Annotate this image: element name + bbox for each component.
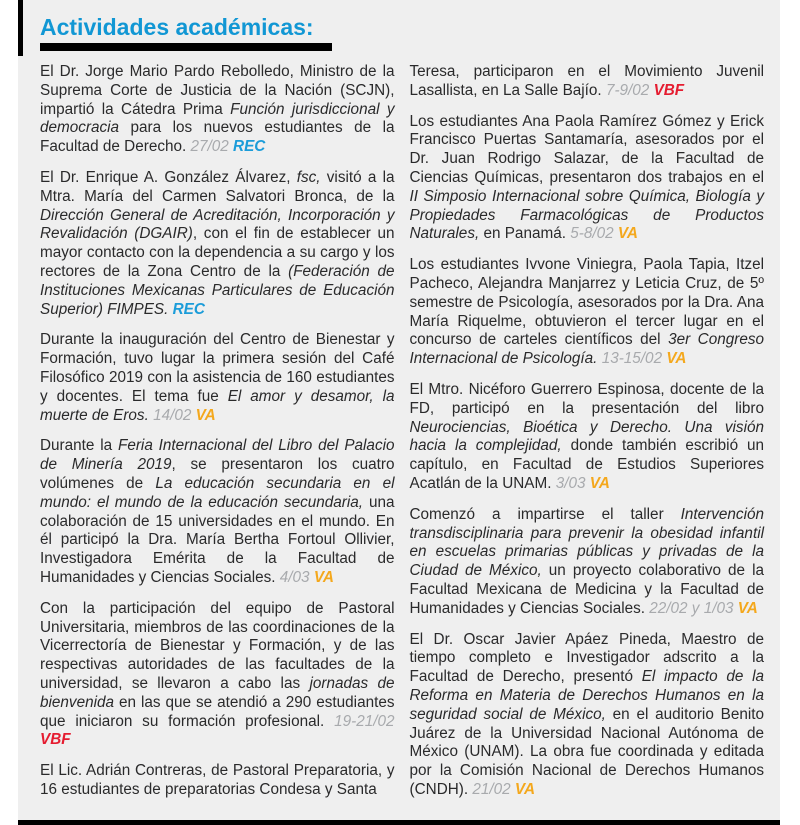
event-date: 21/02 [472, 780, 515, 798]
text-run: Los estudiantes Ivvone Viniegra, Paola Tapia, Itzel Pacheco, Alejandra Manjarrez y Leticia Cruz, de 5º semestre de Psicología, asesorados por la Dra. Ana María Riquelme, obtuvieron el tercer lugar en el concurso de carteles científicos del [409, 256, 764, 349]
event-date: 19-21/02 [334, 712, 395, 730]
text-run: donde también escribió un capítulo, en Facultad de Estudios Superiores Acatlán de la UNAM. [409, 437, 765, 492]
news-paragraph [40, 437, 395, 587]
text-run: Teresa, participaron en el Movimiento Juvenil Lasallista, en La Salle Bajío. [409, 63, 764, 99]
italic-text-run: II Simposio Internacional sobre Química, Biología y Propiedades Farmacológicas de Productos Naturales, [409, 187, 764, 243]
text-run: un proyecto colaborativo de la Facultad Mexicana de Medicina y la Facultad de Humanidades y Ciencias Sociales. [409, 562, 764, 617]
source-tag: VA [737, 599, 758, 617]
news-paragraph [410, 506, 765, 619]
event-date: 3/03 [555, 474, 590, 492]
news-paragraph [40, 63, 395, 157]
source-tag: VA [666, 350, 687, 368]
news-paragraph [410, 381, 765, 494]
text-run: El Mtro. Nicéforo Guerrero Espinosa, docente de la FD, participó en la presentación del libro [409, 380, 764, 417]
text-run: , con el fin de establecer un mayor contacto con la dependencia a su cargo y los rectores de la Zona Centro de la [40, 225, 395, 280]
event-date: 13-15/02 [601, 350, 667, 368]
source-tag: VA [617, 225, 638, 243]
text-run: una colaboración de 15 universidades en el mundo. En él participó la Dra. María Bertha Fortoul Ollivier, Investigadora Emérita de la Facultad de Humanidades y Ciencias Sociales. [40, 493, 395, 586]
text-run: para los nuevos estudiantes de la Facultad de Derecho. [40, 119, 395, 156]
column-left [40, 63, 395, 812]
source-tag: VBF [40, 731, 71, 749]
text-run: visitó a la Mtra. María del Carmen Salvatori Bronca, de la [40, 168, 395, 205]
italic-text-run: La educación secundaria en el mundo: el mundo de la educación secundaria, [40, 474, 395, 511]
text-run: en las que se atendió a 290 estudiantes que iniciaron su formación profesional. [40, 693, 395, 730]
source-tag: REC [172, 300, 205, 318]
text-run: Con la participación del equipo de Pastoral Universitaria, miembros de las coordinaciones de la Vicerrectoría de Bienestar y Formación, y de las respectivas autoridades de las facultades de la universidad, se llevaron a cabo las [40, 599, 395, 692]
news-paragraph [410, 63, 765, 101]
italic-text-run: El amor y desamor, la muerte de Eros. [40, 387, 395, 424]
text-run: en Panamá. [479, 225, 571, 243]
text-run: Durante la [40, 437, 118, 455]
italic-text-run: Neurociencias, Bioética y Derecho. Una visión hacia la complejidad, [409, 418, 764, 455]
event-date: 5-8/02 [570, 225, 618, 243]
news-paragraph [410, 113, 765, 245]
page-title: Actividades académicas: [40, 14, 314, 40]
text-run: , se presentaron los cuatro volúmenes de [40, 456, 395, 492]
text-run: El Lic. Adrián Contreras, de Pastoral Preparatoria, y 16 estudiantes de preparatorias Condesa y Santa [40, 762, 395, 798]
text-run: Los estudiantes Ana Paola Ramírez Gómez y Erick Francisco Puertas Santamaría, asesorados por el Dr. Juan Rodrigo Salazar, de la Facultad de Ciencias Químicas, presentaron dos trabajos en el [409, 112, 764, 186]
column-right [410, 63, 765, 812]
source-tag: VA [514, 780, 536, 798]
italic-text-run: Intervención transdisciplinaria para prevenir la obesidad infantil en escuelas primarias públicas y privadas de la Ciudad de México, [409, 505, 764, 580]
news-paragraph [40, 600, 395, 750]
news-paragraph [40, 331, 395, 425]
news-paragraph [410, 631, 765, 800]
newsletter-page-panel [18, 0, 780, 825]
text-run: Comenzó a impartirse el taller [409, 505, 681, 523]
source-tag: REC [233, 138, 266, 156]
italic-text-run: jornadas de bienvenida [40, 674, 395, 711]
text-run: El Dr. Enrique A. González Álvarez, [40, 168, 297, 186]
italic-text-run: Función jurisdiccional y democracia [40, 100, 395, 137]
source-tag: VBF [653, 81, 685, 99]
italic-text-run: 3er Congreso Internacional de Psicología. [409, 331, 764, 368]
text-run: en el auditorio Benito Juárez de la Universidad Nacional Autónoma de México (UNAM). La obra fue coordinada y editada por la Comisión Nacional de Derechos Humanos (CNDH). [409, 705, 764, 798]
news-paragraph [40, 762, 395, 800]
news-paragraph [40, 169, 395, 319]
italic-text-run: (Federación de Instituciones Mexicanas Particulares de Educación Superior) FIMPES. [40, 262, 395, 318]
text-run: Durante la inauguración del Centro de Bienestar y Formación, tuvo lugar la primera sesión del Café Filosófico 2019 con la asistencia de 160 estudiantes y docentes. El tema fue [40, 331, 395, 405]
event-date: 7-9/02 [605, 81, 654, 99]
source-tag: VA [589, 474, 610, 492]
text-run: El Dr. Oscar Javier Apáez Pineda, Maestro de tiempo completo e Investigador adscrito a la Facultad de Derecho, presentó [409, 630, 764, 686]
source-tag: VA [195, 406, 216, 424]
bottom-rule [18, 820, 780, 825]
italic-text-run: fsc, [296, 168, 321, 186]
title-underline-rule [40, 43, 332, 51]
source-tag: VA [313, 568, 334, 586]
event-date: 4/03 [279, 568, 314, 586]
event-date: 27/02 [190, 138, 234, 156]
italic-text-run: Feria Internacional del Libro del Palacio de Minería 2019 [40, 437, 395, 474]
text-run: El Dr. Jorge Mario Pardo Rebolledo, Ministro de la Suprema Corte de Justicia de la Nación (SCJN), impartió la Cátedra Prima [40, 63, 395, 118]
italic-text-run: El impacto de la Reforma en Materia de Derechos Humanos en la seguridad social de México, [409, 668, 764, 723]
event-date: 22/02 y 1/03 [649, 599, 738, 617]
two-column-layout [40, 63, 764, 812]
page-content [18, 0, 780, 825]
news-paragraph [410, 256, 765, 369]
event-date: 14/02 [153, 406, 196, 424]
italic-text-run: Dirección General de Acreditación, Incorporación y Revalidación (DGAIR) [40, 206, 395, 243]
